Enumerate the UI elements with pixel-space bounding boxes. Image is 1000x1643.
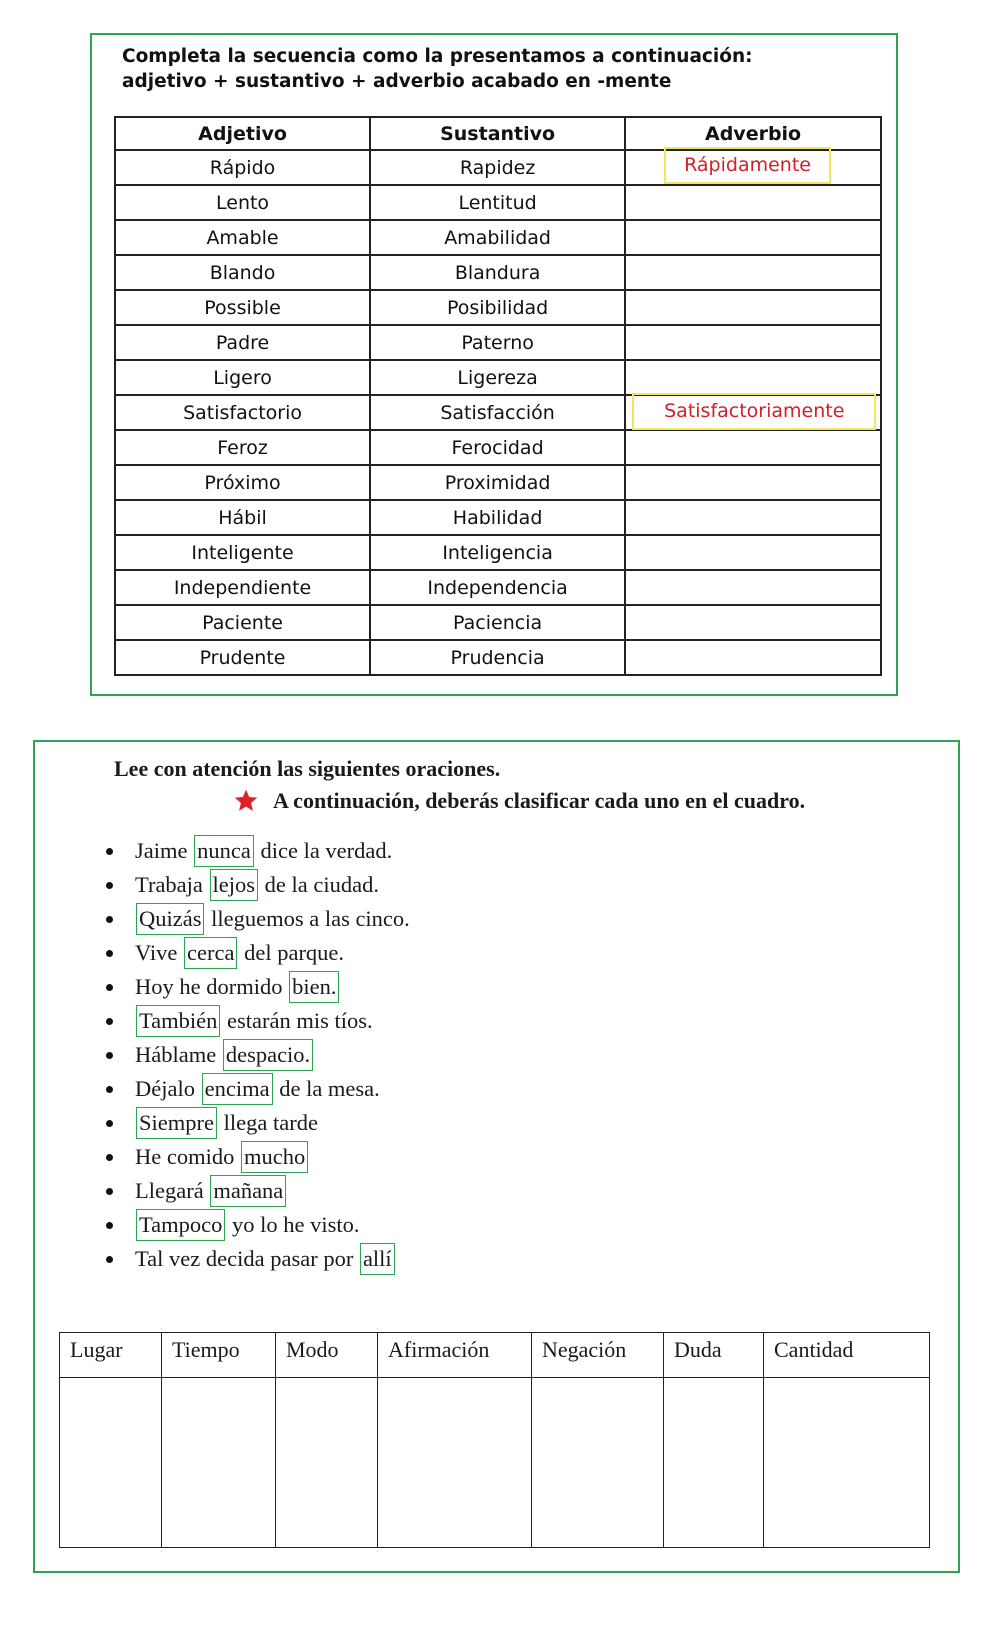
cell-adverbio[interactable] (625, 605, 881, 640)
sentence-text-before: Jaime (135, 838, 194, 863)
table-row (115, 220, 881, 255)
cell-adjetivo: Hábil (115, 500, 370, 535)
sentence-text-before: Vive (135, 940, 184, 965)
classification-cell[interactable] (664, 1378, 764, 1548)
highlighted-adverb[interactable]: También (136, 1005, 220, 1037)
bullet-icon (106, 950, 113, 957)
table-row (115, 255, 881, 290)
header-adjetivo: Adjetivo (115, 117, 370, 150)
highlighted-adverb[interactable]: Tampoco (136, 1209, 225, 1241)
cell-adverbio[interactable] (625, 150, 881, 185)
cell-adverbio[interactable] (625, 360, 881, 395)
cell-sustantivo: Posibilidad (370, 290, 625, 325)
cell-adjetivo: Feroz (115, 430, 370, 465)
list-item (101, 1038, 410, 1072)
list-item (101, 1004, 410, 1038)
bullet-icon (106, 1256, 113, 1263)
highlighted-adverb[interactable]: Quizás (136, 903, 204, 935)
cell-adverbio[interactable] (625, 185, 881, 220)
bullet-icon (106, 984, 113, 991)
highlighted-adverb[interactable]: nunca (194, 835, 254, 867)
header-cantidad: Cantidad (764, 1333, 930, 1378)
cell-adjetivo: Paciente (115, 605, 370, 640)
cell-adjetivo: Amable (115, 220, 370, 255)
cell-adverbio[interactable] (625, 640, 881, 675)
cell-sustantivo: Lentitud (370, 185, 625, 220)
adverb-classification-section (33, 740, 960, 1573)
classification-cell[interactable] (378, 1378, 532, 1548)
bullet-icon (106, 1018, 113, 1025)
cell-sustantivo: Satisfacción (370, 395, 625, 430)
bullet-icon (106, 1222, 113, 1229)
highlighted-adverb[interactable]: despacio. (223, 1039, 313, 1071)
highlighted-adverb[interactable]: allí (360, 1243, 395, 1275)
cell-adjetivo: Possible (115, 290, 370, 325)
cell-sustantivo: Paciencia (370, 605, 625, 640)
table-row (115, 290, 881, 325)
sentence-text-after: dice la verdad. (254, 838, 393, 863)
classification-cell[interactable] (764, 1378, 930, 1548)
adjective-noun-adverb-table (114, 116, 882, 676)
cell-adjetivo: Rápido (115, 150, 370, 185)
exercise2-subheading: A continuación, deberás clasificar cada uno en el cuadro. (273, 788, 806, 813)
header-negacion: Negación (532, 1333, 664, 1378)
table-row (115, 535, 881, 570)
highlighted-adverb[interactable]: lejos (210, 869, 259, 901)
cell-adverbio[interactable] (625, 535, 881, 570)
bullet-icon (106, 916, 113, 923)
cell-adverbio[interactable] (625, 220, 881, 255)
cell-adjetivo: Independiente (115, 570, 370, 605)
table-row (115, 605, 881, 640)
cell-adverbio[interactable] (625, 430, 881, 465)
sentence-text-before: Déjalo (135, 1076, 201, 1101)
cell-adverbio[interactable] (625, 255, 881, 290)
cell-adjetivo: Inteligente (115, 535, 370, 570)
list-item (101, 936, 410, 970)
header-lugar: Lugar (60, 1333, 162, 1378)
highlighted-adverb[interactable]: bien. (289, 971, 339, 1003)
classification-answer-row (60, 1378, 930, 1548)
adverb-classification-table (59, 1332, 930, 1548)
classification-cell[interactable] (532, 1378, 664, 1548)
sentence-text-before: Háblame (135, 1042, 222, 1067)
cell-adverbio[interactable] (625, 395, 881, 430)
adjective-table-body (115, 150, 881, 675)
highlighted-adverb[interactable]: Siempre (136, 1107, 217, 1139)
cell-sustantivo: Habilidad (370, 500, 625, 535)
table-row (115, 360, 881, 395)
exercise1-instruction: Completa la secuencia como la presentamos a continuación: adjetivo + sustantivo + adverbio acabado en -mente (122, 46, 753, 92)
cell-sustantivo: Amabilidad (370, 220, 625, 255)
cell-sustantivo: Rapidez (370, 150, 625, 185)
highlighted-adverb[interactable]: mucho (241, 1141, 308, 1173)
cell-adjetivo: Blando (115, 255, 370, 290)
cell-adjetivo: Próximo (115, 465, 370, 500)
highlighted-adverb[interactable]: mañana (210, 1175, 286, 1207)
header-sustantivo: Sustantivo (370, 117, 625, 150)
list-item (101, 1174, 410, 1208)
classification-cell[interactable] (162, 1378, 276, 1548)
classification-header-row (60, 1333, 930, 1378)
cell-sustantivo: Prudencia (370, 640, 625, 675)
table-row (115, 570, 881, 605)
adjective-exercise-section (90, 33, 898, 696)
sentence-text-after: llega tarde (217, 1110, 318, 1135)
sentence-text-before: Tal vez decida pasar por (135, 1246, 359, 1271)
list-item (101, 834, 410, 868)
table-row (115, 500, 881, 535)
cell-adverbio[interactable] (625, 570, 881, 605)
answer-box[interactable]: Satisfactoriamente (632, 393, 876, 430)
highlighted-adverb[interactable]: encima (202, 1073, 273, 1105)
cell-adjetivo: Satisfactorio (115, 395, 370, 430)
list-item (101, 970, 410, 1004)
table-row (115, 640, 881, 675)
cell-sustantivo: Inteligencia (370, 535, 625, 570)
exercise2-subheading-line (233, 788, 805, 814)
red-star-icon (233, 788, 259, 814)
table-row (115, 465, 881, 500)
table-row (115, 150, 881, 185)
header-modo: Modo (276, 1333, 378, 1378)
sentence-text-before: He comido (135, 1144, 240, 1169)
bullet-icon (106, 882, 113, 889)
answer-box[interactable]: Rápidamente (664, 147, 831, 184)
list-item (101, 868, 410, 902)
sentence-text-before: Hoy he dormido (135, 974, 289, 999)
sentence-text-before: Trabaja (135, 872, 209, 897)
bullet-icon (106, 1086, 113, 1093)
classification-cell[interactable] (276, 1378, 378, 1548)
header-tiempo: Tiempo (162, 1333, 276, 1378)
sentence-list (101, 834, 410, 1276)
list-item (101, 1106, 410, 1140)
highlighted-adverb[interactable]: cerca (184, 937, 237, 969)
sentence-text-after: lleguemos a las cinco. (205, 906, 410, 931)
table-row (115, 185, 881, 220)
sentence-text-after: de la mesa. (273, 1076, 380, 1101)
cell-adverbio[interactable] (625, 465, 881, 500)
bullet-icon (106, 1052, 113, 1059)
cell-adjetivo: Prudente (115, 640, 370, 675)
cell-sustantivo: Ligereza (370, 360, 625, 395)
list-item (101, 1208, 410, 1242)
exercise2-heading: Lee con atención las siguientes oraciones. (114, 756, 501, 781)
cell-adverbio[interactable] (625, 500, 881, 535)
list-item (101, 1140, 410, 1174)
cell-sustantivo: Proximidad (370, 465, 625, 500)
sentence-text-before: Llegará (135, 1178, 210, 1203)
bullet-icon (106, 1120, 113, 1127)
classification-cell[interactable] (60, 1378, 162, 1548)
bullet-icon (106, 1188, 113, 1195)
table-row (115, 325, 881, 360)
cell-adjetivo: Ligero (115, 360, 370, 395)
sentence-text-after: de la ciudad. (259, 872, 379, 897)
header-duda: Duda (664, 1333, 764, 1378)
bullet-icon (106, 848, 113, 855)
list-item (101, 902, 410, 936)
bullet-icon (106, 1154, 113, 1161)
cell-sustantivo: Blandura (370, 255, 625, 290)
table-row (115, 395, 881, 430)
cell-adverbio[interactable] (625, 325, 881, 360)
list-item (101, 1242, 410, 1276)
sentence-text-after: del parque. (238, 940, 345, 965)
cell-sustantivo: Independencia (370, 570, 625, 605)
cell-adverbio[interactable] (625, 290, 881, 325)
header-adverbio: Adverbio (625, 117, 881, 150)
cell-sustantivo: Ferocidad (370, 430, 625, 465)
table-row (115, 430, 881, 465)
sentence-text-after: estarán mis tíos. (221, 1008, 373, 1033)
cell-sustantivo: Paterno (370, 325, 625, 360)
header-afirmacion: Afirmación (378, 1333, 532, 1378)
list-item (101, 1072, 410, 1106)
table-header-row (115, 117, 881, 150)
sentence-text-after: yo lo he visto. (226, 1212, 360, 1237)
cell-adjetivo: Lento (115, 185, 370, 220)
cell-adjetivo: Padre (115, 325, 370, 360)
